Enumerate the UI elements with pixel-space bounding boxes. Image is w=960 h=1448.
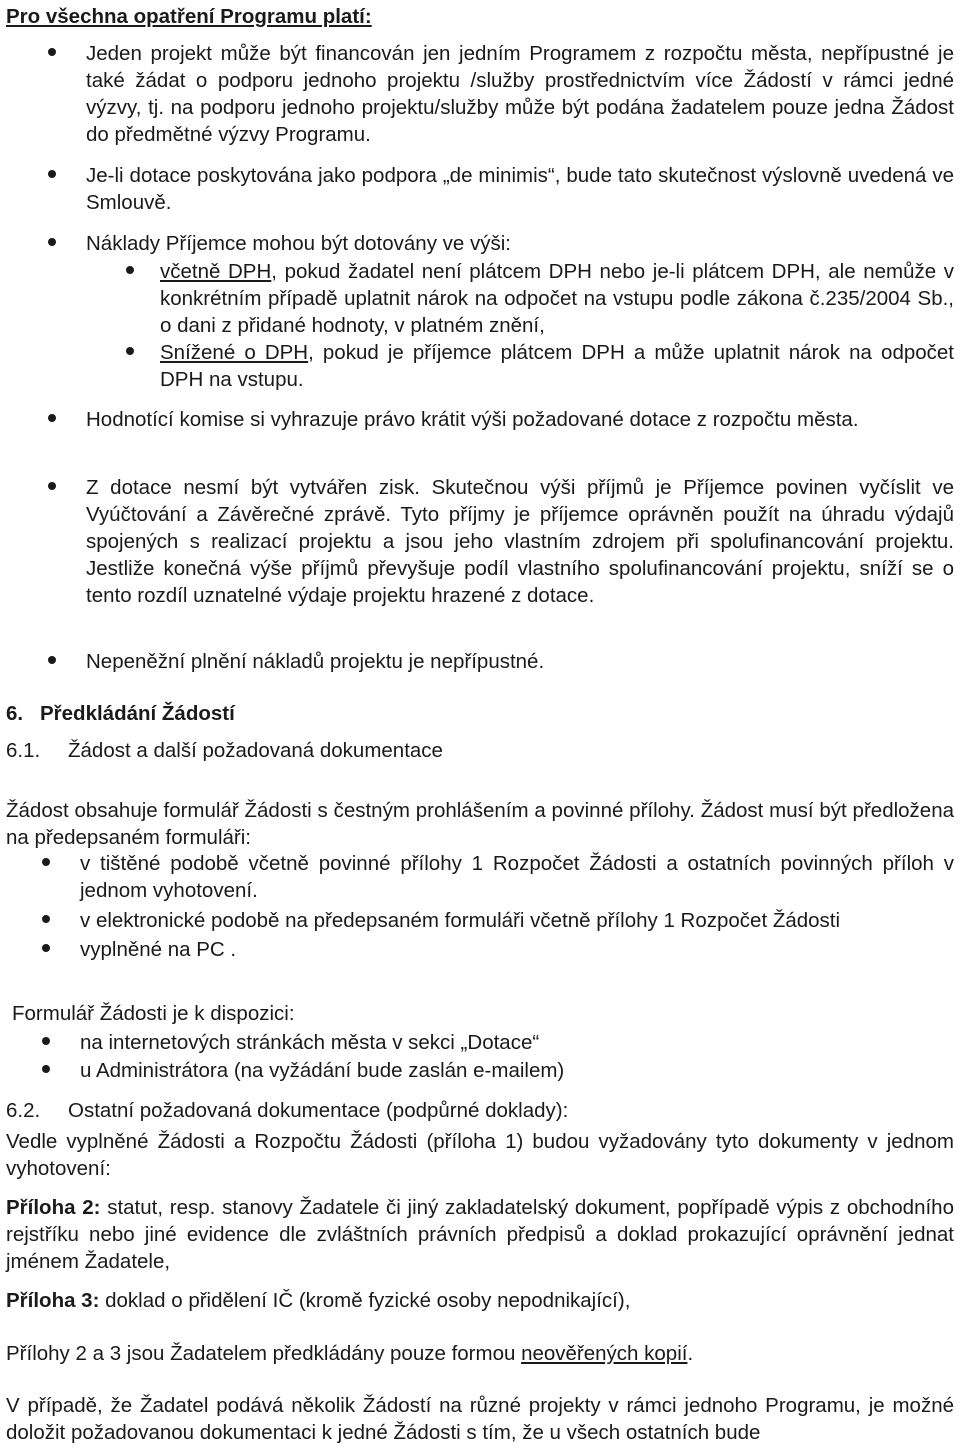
attachment-three — [6, 1287, 954, 1314]
copies-note-text: Přílohy 2 a 3 jsou Žadatelem předkládány pouze formou — [6, 1342, 522, 1365]
bullet-icon — [42, 944, 50, 952]
rule-three-sub-without-vat — [160, 339, 954, 393]
bullet-icon — [126, 266, 134, 274]
list-item: na internetových stránkách města v sekci „Dotace“ — [80, 1031, 540, 1054]
with-vat-text: , pokud žadatel není plátcem DPH nebo je-li plátcem DPH, ale nemůže v konkrétním případě uplatnit nárok na odpočet na vstupu podle zákona č.235/2004 Sb., o dani z přidané hodnoty, v platném znění, — [160, 260, 954, 337]
subsection-number: 6.1. — [6, 739, 41, 762]
bullet-icon — [48, 48, 56, 56]
list-item: v tištěné podobě včetně povinné přílohy 1 Rozpočet Žádosti a ostatních povinných příloh v jednom vyhotovení. — [80, 852, 954, 902]
attachment-two-text: statut, resp. stanovy Žadatele či jiný zakladatelský dokument, popřípadě výpis z obchodního rejstříku nebo jiné evidence dle zvláštních právních předpisů a doklad prokazující oprávnění jednat jménem Žadatele, — [6, 1196, 954, 1273]
attachment-three-label: Příloha 3: — [6, 1289, 100, 1312]
rule-two-de-minimis: Je-li dotace poskytována jako podpora „de minimis“, bude tato skutečnost výslovně uvedená ve Smlouvě. — [86, 164, 954, 214]
subsection-number: 6.2. — [6, 1099, 41, 1122]
bullet-icon — [42, 1065, 50, 1073]
bullet-icon — [42, 1037, 50, 1045]
page-heading: Pro všechna opatření Programu platí: — [6, 5, 372, 28]
list-item: v elektronické podobě na předepsaném formuláři včetně přílohy 1 Rozpočet Žádosti — [80, 909, 841, 932]
bullet-icon — [42, 858, 50, 866]
bullet-icon — [48, 238, 56, 246]
copies-note — [6, 1340, 954, 1367]
multiple-applications-note: V případě, že Žadatel podává několik Žádostí na různé projekty v rámci jednoho Programu, je možné doložit požadovanou dokumentaci k jedné Žádosti s tím, že u všech ostatních bude — [6, 1394, 954, 1444]
list-item: u Administrátora (na vyžádání bude zaslán e-mailem) — [80, 1059, 565, 1082]
application-intro: Žádost obsahuje formulář Žádosti s čestným prohlášením a povinné přílohy. Žádost musí být předložena na předepsaném formuláři: — [6, 799, 954, 849]
without-vat-label: Snížené o DPH — [160, 341, 309, 364]
attachment-three-text: doklad o přidělení IČ (kromě fyzické osoby nepodnikající), — [99, 1289, 631, 1312]
bullet-icon — [48, 656, 56, 664]
section-number: 6. — [6, 702, 24, 725]
rule-three-costs: Náklady Příjemce mohou být dotovány ve výši: — [86, 232, 511, 255]
subsection-title: Ostatní požadovaná dokumentace (podpůrné doklady): — [68, 1099, 569, 1122]
attachment-two-label: Příloha 2: — [6, 1196, 101, 1219]
bullet-icon — [48, 414, 56, 422]
bullet-icon — [48, 482, 56, 490]
unverified-copies: neověřených kopií — [521, 1342, 688, 1365]
rule-one-financing: Jeden projekt může být financován jen jedním Programem z rozpočtu města, nepřípustné je také žádat o podporu jednoho projektu /služby prostřednictvím více Žádostí v rámci jedné výzvy, tj. na podporu jednoho projektu/služby může být podána žadatelem pouze jedna Žádost do předmětné výzvy Programu. — [86, 42, 954, 146]
bullet-icon — [42, 915, 50, 923]
rule-five-profit: Z dotace nesmí být vytvářen zisk. Skutečnou výši příjmů je Příjemce povinen vyčíslit ve Vyúčtování a Závěrečné zprávě. Tyto příjmy je příjemce oprávněn použít na úhradu výdajů spojených s realizací projektu a jsou jeho vlastním zdrojem při spolufinancování projektu. Jestliže konečná výše příjmů převyšuje podíl vlastního spolufinancování projektu, sníží se o tento rozdíl uznatelné výdaje projektu hrazené z dotace. — [86, 476, 954, 607]
with-vat-label: včetně DPH — [160, 260, 272, 283]
subsection-title: Žádost a další požadovaná dokumentace — [68, 739, 443, 762]
copies-note-end: . — [687, 1342, 694, 1365]
bullet-icon — [126, 347, 134, 355]
attachment-two — [6, 1194, 954, 1275]
documents-intro: Vedle vyplněné Žádosti a Rozpočtu Žádosti (příloha 1) budou vyžadovány tyto dokumenty v jednom vyhotovení: — [6, 1130, 954, 1180]
form-availability: Formulář Žádosti je k dispozici: — [12, 1002, 295, 1025]
without-vat-text: , pokud je příjemce plátcem DPH a může uplatnit nárok na odpočet DPH na vstupu. — [160, 341, 954, 391]
section-title: Předkládání Žádostí — [40, 702, 235, 725]
list-item: vyplněné na PC . — [80, 938, 237, 961]
bullet-icon — [48, 170, 56, 178]
rule-three-sub-with-vat — [160, 258, 954, 339]
rule-six-non-monetary: Nepeněžní plnění nákladů projektu je nepřípustné. — [86, 650, 545, 673]
rule-four-commission: Hodnotící komise si vyhrazuje právo krátit výši požadované dotace z rozpočtu města. — [86, 408, 859, 431]
